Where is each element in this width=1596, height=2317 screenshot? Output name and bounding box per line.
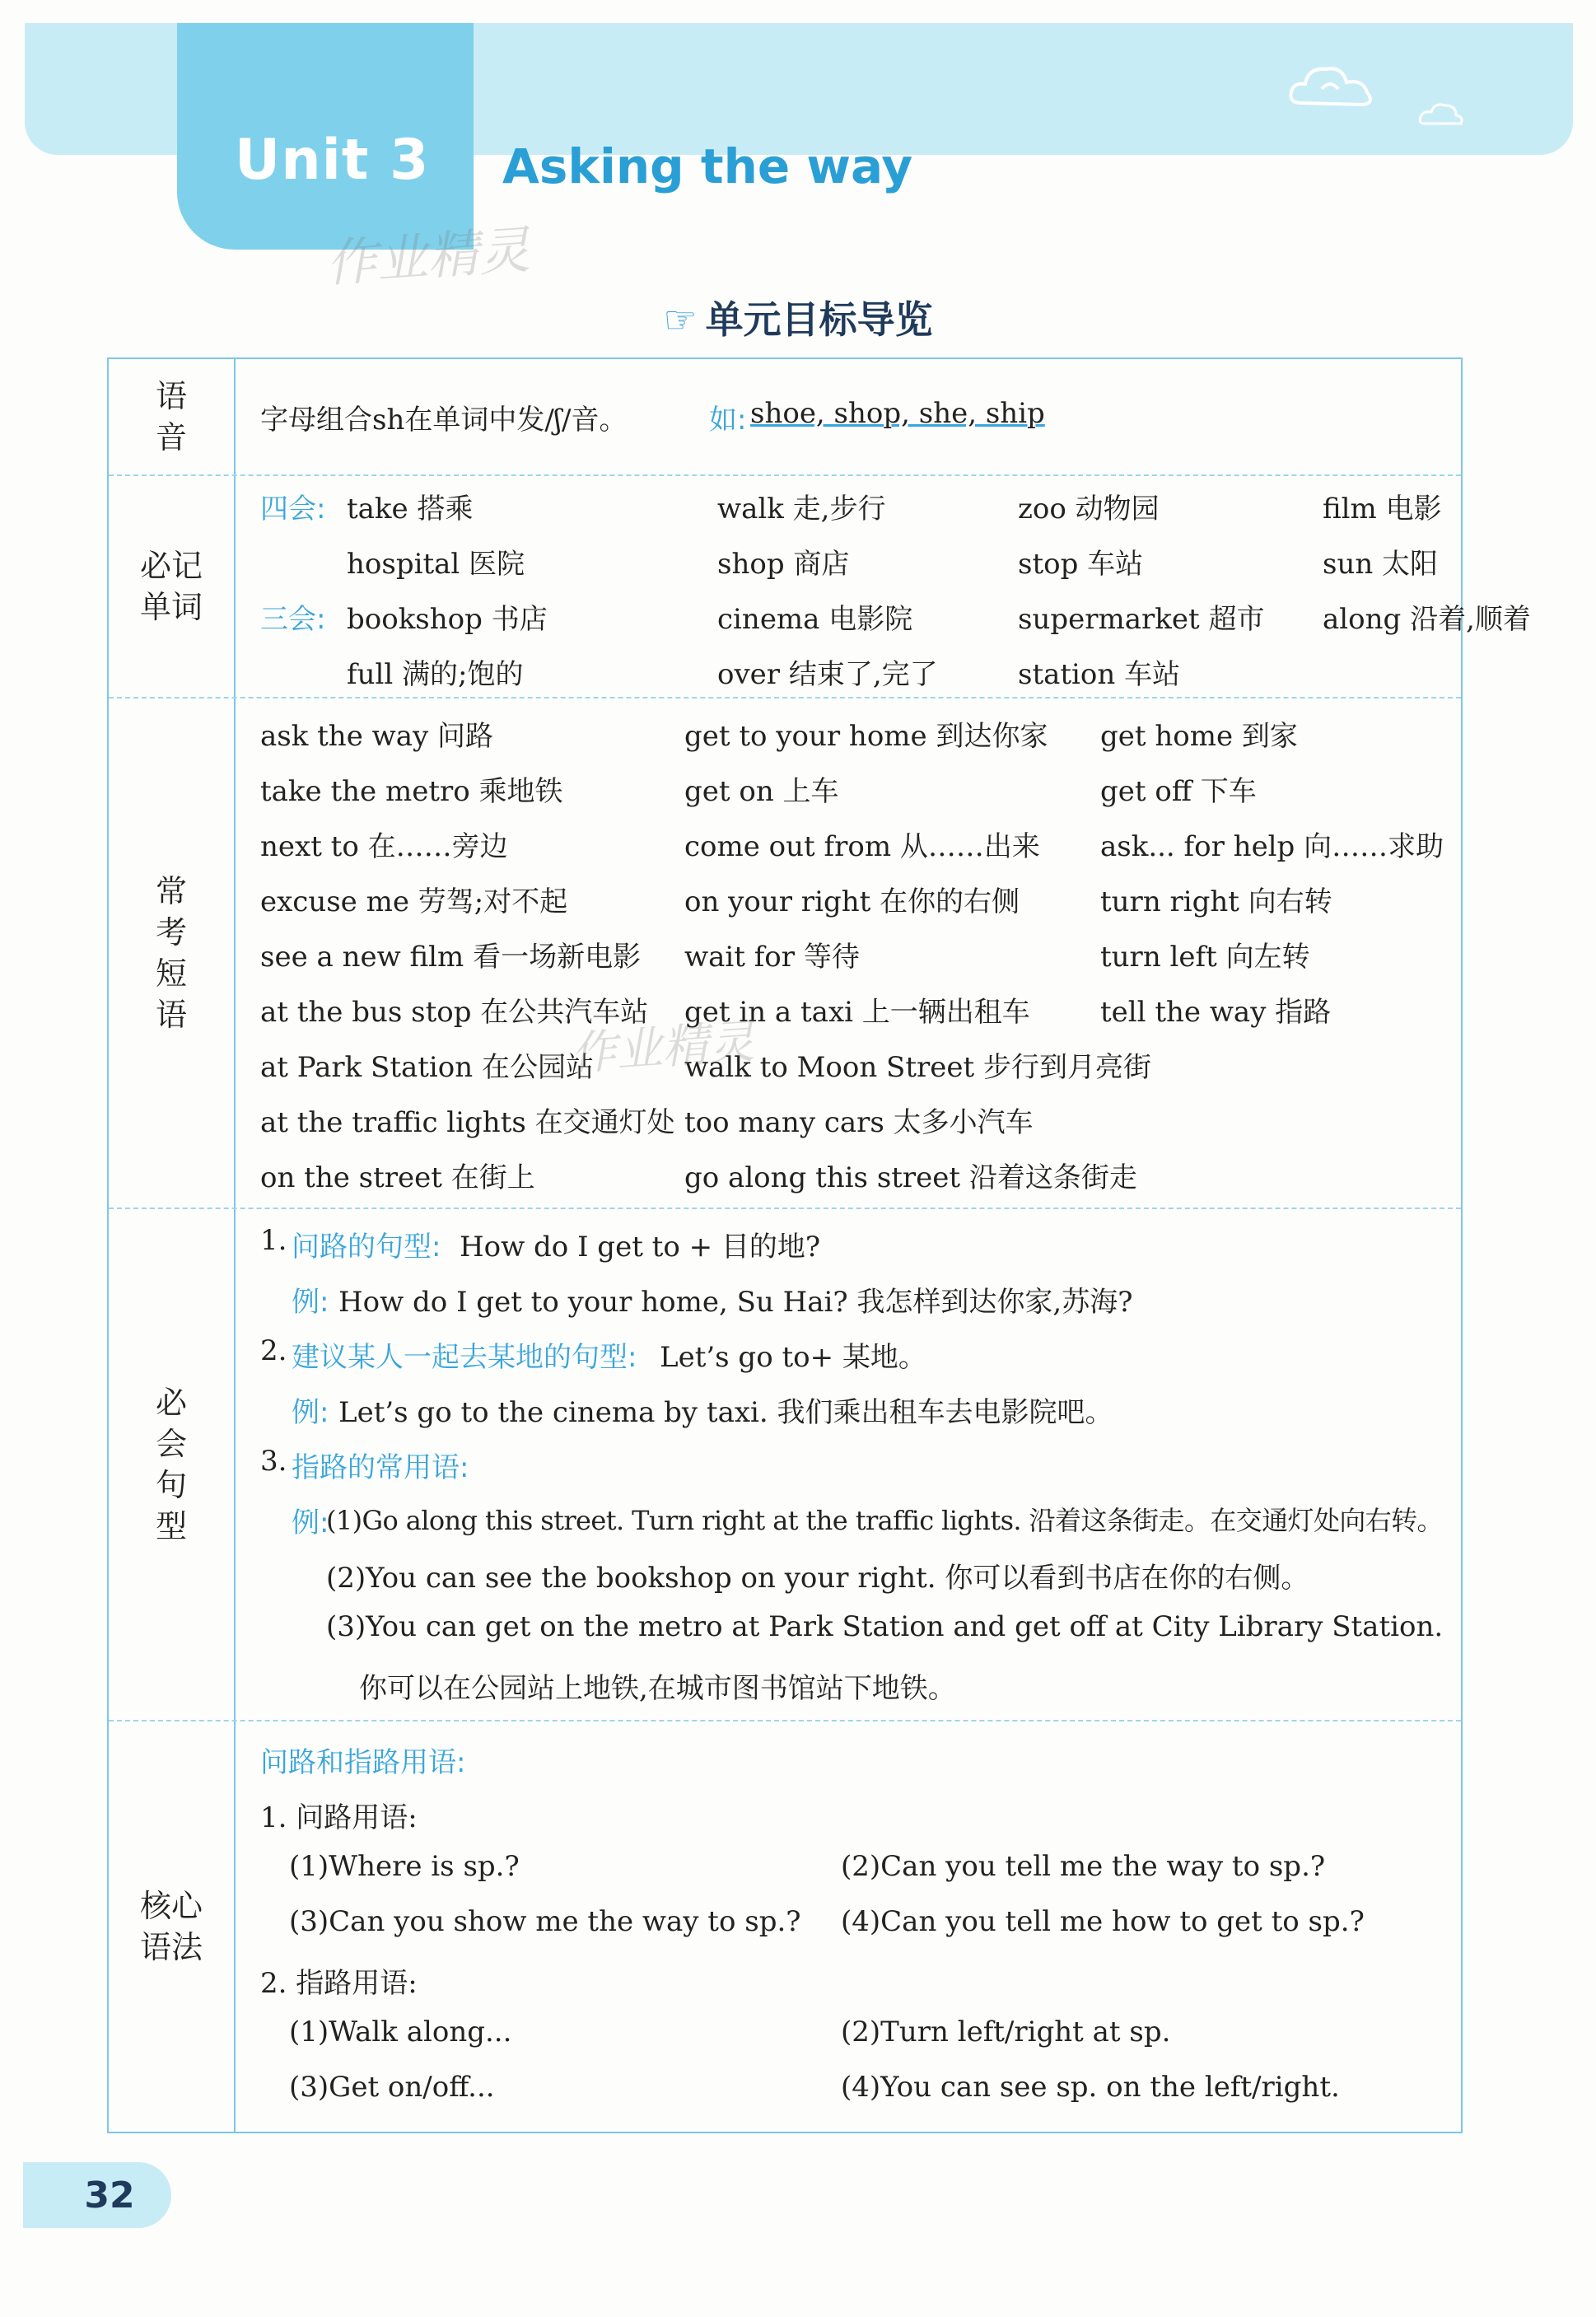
word-item: hospital 医院 [347,548,525,581]
word-item: cinema 电影院 [717,603,913,636]
phrase-item: ask the way 问路 [260,720,494,753]
phrase-item: tell the way 指路 [1100,996,1332,1029]
word-item: station 车站 [1018,658,1181,691]
phrase-item: go along this street 沿着这条街走 [684,1161,1137,1194]
cloud-icon [1285,58,1384,115]
phonics-text: 字母组合sh在单词中发/ʃ/音。 [260,404,628,437]
grammar-subtitle: 1. 问路用语: [260,1801,418,1834]
phrase-item: walk to Moon Street 步行到月亮街 [684,1051,1151,1084]
word-item: bookshop 书店 [347,603,548,636]
example-text: (2)You can see the bookshop on your right. 你可以看到书店在你的右侧。 [326,1562,1309,1595]
phrase-item: too many cars 太多小汽车 [684,1106,1034,1139]
phrase-item: at the traffic lights 在交通灯处 [260,1106,675,1139]
phonics-examples: shoe, shop, she, ship [750,397,1045,430]
row-label: 必会句型 [109,1209,236,1720]
word-item: take 搭乘 [347,493,474,526]
item-number: 1. [260,1224,287,1257]
phrase-item: get off 下车 [1100,775,1257,808]
example-tag: 例: [292,1286,329,1319]
row-label: 核心语法 [109,1721,236,2132]
unit-title: Asking the way [502,138,913,194]
phrase-item: on your right 在你的右侧 [684,885,1020,918]
example-text: Let’s go to the cinema by taxi. 我们乘出租车去电影院吧。 [338,1396,1113,1429]
word-item: walk 走,步行 [717,493,886,526]
pattern-tag: 指路的常用语: [292,1451,469,1484]
page-number [48,2166,171,2224]
row-label: 常考短语 [109,698,236,1208]
example-tag: 例: [292,1396,329,1429]
row-phrases [109,698,1461,1209]
pattern-text: Let’s go to+ 某地。 [660,1341,926,1374]
cloud-icon [1416,99,1466,132]
section-title: 单元目标导览 [705,297,933,342]
row-sentences [109,1209,1461,1721]
watermark: 作业精灵 [324,219,532,294]
pattern-text: How do I get to + 目的地? [460,1231,821,1264]
phrase-item: excuse me 劳驾;对不起 [260,885,568,918]
grammar-item: (4)Can you tell me how to get to sp.? [841,1905,1365,1938]
word-item: over 结束了,完了 [717,658,938,691]
grammar-item: (4)You can see sp. on the left/right. [841,2071,1340,2104]
grammar-item: (3)Can you show me the way to sp.? [289,1905,801,1938]
phrase-item: turn right 向右转 [1100,885,1332,918]
row-grammar [109,1721,1461,2132]
example-text: How do I get to your home, Su Hai? 我怎样到达你家,苏海? [338,1286,1133,1319]
grammar-subtitle: 2. 指路用语: [260,1967,418,2000]
word-item: film 电影 [1323,493,1442,526]
phrase-item: get in a taxi 上一辆出租车 [684,996,1030,1029]
grammar-item: (2)Can you tell me the way to sp.? [841,1850,1326,1883]
word-item: supermarket 超市 [1018,603,1265,636]
page-number-text: 32 [84,2174,135,2217]
grammar-title: 问路和指路用语: [260,1746,466,1779]
phrase-item: turn left 向左转 [1100,941,1310,974]
grammar-item: (3)Get on/off... [289,2071,495,2104]
row-label: 必记单词 [109,476,236,697]
example-tag: 例: [292,1507,329,1539]
unit-label: Unit 3 [235,128,430,193]
phrase-item: ask... for help 向……求助 [1100,830,1444,863]
phrase-item: on the street 在街上 [260,1161,535,1194]
section-heading [0,290,1596,344]
phrase-item: wait for 等待 [684,941,860,974]
phrase-item: next to 在……旁边 [260,830,508,863]
phrase-item: at Park Station 在公园站 [260,1051,594,1084]
grammar-item: (1)Walk along... [289,2016,512,2048]
item-number: 3. [260,1445,287,1478]
phrase-item: get home 到家 [1100,720,1298,753]
phrase-item: come out from 从……出来 [684,830,1040,863]
phrase-item: take the metro 乘地铁 [260,775,563,808]
phrase-item: at the bus stop 在公共汽车站 [260,996,649,1029]
row-label: 语音 [109,359,236,474]
row-words [109,476,1531,698]
pattern-tag: 问路的句型: [292,1231,441,1264]
word-item: full 满的;饱的 [347,658,524,691]
word-item: along 沿着,顺着 [1323,603,1531,636]
item-number: 2. [260,1334,287,1367]
overview-table [107,357,1531,2133]
example-text: 你可以在公园站上地铁,在城市图书馆站下地铁。 [359,1672,956,1705]
word-item: stop 车站 [1018,548,1144,581]
word-item: sun 太阳 [1323,548,1439,581]
pattern-tag: 建议某人一起去某地的句型: [292,1341,637,1374]
tag-three: 三会: [260,603,326,636]
phrase-item: get to your home 到达你家 [684,720,1048,753]
grammar-item: (1)Where is sp.? [289,1850,520,1883]
example-text: (3)You can get on the metro at Park Station and get off at City Library Station. [326,1610,1444,1643]
example-text: (1)Go along this street. Turn right at the traffic lights. 沿着这条街走。在交通灯处向右转。 [326,1505,1443,1536]
watermark: 作业精灵 [568,1015,757,1081]
word-item: zoo 动物园 [1018,493,1160,526]
example-tag: 如: [709,404,747,437]
pointing-hand-icon: ☞ [663,297,698,342]
grammar-item: (2)Turn left/right at sp. [841,2016,1171,2048]
phrase-item: get on 上车 [684,775,839,808]
phrase-item: see a new film 看一场新电影 [260,941,642,974]
row-phonics [109,359,1461,476]
tag-four: 四会: [260,493,326,526]
word-item: shop 商店 [717,548,850,581]
